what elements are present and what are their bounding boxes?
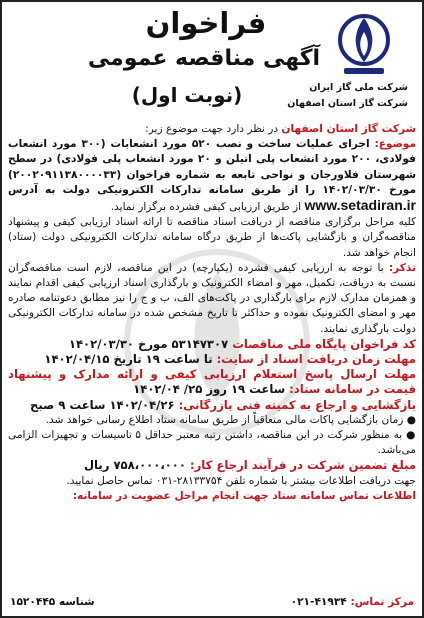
bullet-rank-requirement: ● به منظور شرکت در این مناقصه، داشتن رتبه معتبر حداقل ۵ تاسیسات و تجهیزات الزامی می‌باشد. xyxy=(8,429,416,457)
notice-title: فراخوان xyxy=(145,6,267,40)
bullet-rank-text: به منظور شرکت در این مناقصه، داشتن رتبه معتبر حداقل ۵ تاسیسات و تجهیزات الزامی می‌باشد. xyxy=(8,429,416,457)
notice-header xyxy=(2,2,422,120)
opening-label: بازگشایی و ارجاع به کمیته فنی بازرگانی: xyxy=(178,397,416,412)
receive-deadline-label: مهلت زمان دریافت اسناد از سایت: xyxy=(216,352,416,367)
note-paragraph xyxy=(8,261,416,337)
phone-line: جهت دریافت اطلاعات بیشتر با شماره تلفن ۲۸۱۳۳۷۵۴-۰۳۱ تماس حاصل نمایید. xyxy=(66,474,416,487)
submit-deadline-line xyxy=(8,367,416,397)
guarantee-value: ۷۵۸،۰۰۰،۰۰۰ ریال xyxy=(83,458,190,473)
receive-deadline-value: تا ساعت ۱۹ تاریخ ۱۴۰۲/۰۴/۱۵ xyxy=(44,352,217,367)
guarantee-label: مبلغ تضمین شرکت در فرآیند ارجاع کار: xyxy=(190,458,416,473)
company-name-national: شرکت ملی گاز ایران xyxy=(309,82,408,93)
notice-footer xyxy=(10,596,414,612)
notice-round: (نوبت اول) xyxy=(131,83,243,107)
subject-tail: از طریق ارزیابی کیفی فشرده برگزار نماید. xyxy=(110,201,305,214)
intro-rest: در نظر دارد جهت موضوع زیر: xyxy=(145,123,282,135)
receive-deadline-line xyxy=(8,352,416,367)
contact-center-label: مرکز تماس: xyxy=(350,596,414,608)
bullet-financial-text: زمان بازگشایی پاکات مالی متعاقباً از طریق سامانه ستاد اطلاع رسانی خواهد شد. xyxy=(45,413,404,426)
subject-text: اجرای عملیات ساخت و نصب ۵۲۰ مورد انشعابات (۳۰۰ مورد انشعاب فولادی، ۲۰۰ مورد انشعاب پلی اتیلن و ۲۰ مورد انشعاب پلی فولادی) در سطح شهرستان فلاورجان و نواحی تابعه به شماره فراخوان (۲۰۰۲۰۹۱۱۳۸۰۰۰۰۳۳) مورخ ۱۴۰۲/۰۳/۳۰ را از طریق سامانه تدارکات الکترونیکی دولت به آدرس xyxy=(8,138,417,196)
website-link[interactable]: www.setadiran.ir xyxy=(304,197,416,214)
note-text: با توجه به ارزیابی کیفی فشرده (یکپارچه) در این مناقصه، لازم است مناقصه‌گران نسبت به دریافت، تکمیل، مهر و امضاء الکترونیک و بارگذاری اسناد ارزیابی کیفی اقدام نمایند و همزمان مدارک لازم برای بارگذاری در پاکت‌های الف، ب و ج را نیز مطابق دعوتنامه صادره مهر و امضای الکترونیک نموده و حداکثر تا تاریخ مشخص شده در سامانه تدارکات الکترونیکی دولت بارگذاری نمایند. xyxy=(8,261,416,335)
notice-subtitle: آگهی مناقصه عمومی xyxy=(87,46,321,71)
intro-paragraph xyxy=(8,122,416,137)
opening-value: ۱۴۰۲/۰۴/۲۶ ساعت ۹ صبح xyxy=(30,397,179,412)
ad-code: شناسه ۱۵۲۰۴۴۵ xyxy=(10,596,95,608)
notice-body xyxy=(8,122,416,504)
tender-code-label: کد فراخوان پایگاه ملی مناقصات xyxy=(232,336,416,351)
note-label: تذکر: xyxy=(388,261,416,274)
company-name-province: شرکت گاز استان اصفهان xyxy=(287,98,408,109)
intro-company: شرکت گاز استان اصفهان xyxy=(281,123,416,135)
subject-paragraph xyxy=(8,137,416,215)
bullet-financial-opening: ● زمان بازگشایی پاکات مالی متعاقباً از طریق سامانه ستاد اطلاع رسانی خواهد شد. xyxy=(45,413,416,426)
tender-code-value: ۵۳۱۴۷۳۰۷ مورخ ۱۴۰۲/۰۳/۳۰ xyxy=(68,336,233,351)
contact-center xyxy=(291,596,414,608)
contact-center-number: ۴۱۹۳۴-۰۲۱ xyxy=(290,596,351,608)
submit-deadline-value: ساعت ۱۹ روز ۲۵/ ۱۴۰۲/۰۴ xyxy=(133,382,290,397)
opening-line xyxy=(8,398,416,413)
process-paragraph: کلیه مراحل برگزاری مناقصه از دریافت اسناد مناقصه تا ارائه اسناد ارزیابی کیفی و پیشنهاد مناقصه‌گران و بازگشایی پاکت‌ها از طریق درگاه سامانه تدارکات الکترونیکی دولت (ستاد) انجام خواهد شد. xyxy=(8,216,416,259)
subject-label: موضوع: xyxy=(374,138,417,151)
setad-contact-info: اطلاعات تماس سامانه ستاد جهت انجام مراحل عضویت در سامانه: xyxy=(72,489,416,502)
submit-deadline-label: مهلت ارسال پاسخ استعلام ارزیابی کیفی و ارائه مدارک و پیشنهاد قیمت در سامانه ستاد: xyxy=(8,367,416,397)
guarantee-line xyxy=(8,458,416,473)
tender-code-line xyxy=(8,337,416,352)
national-gas-logo-icon xyxy=(336,10,392,82)
